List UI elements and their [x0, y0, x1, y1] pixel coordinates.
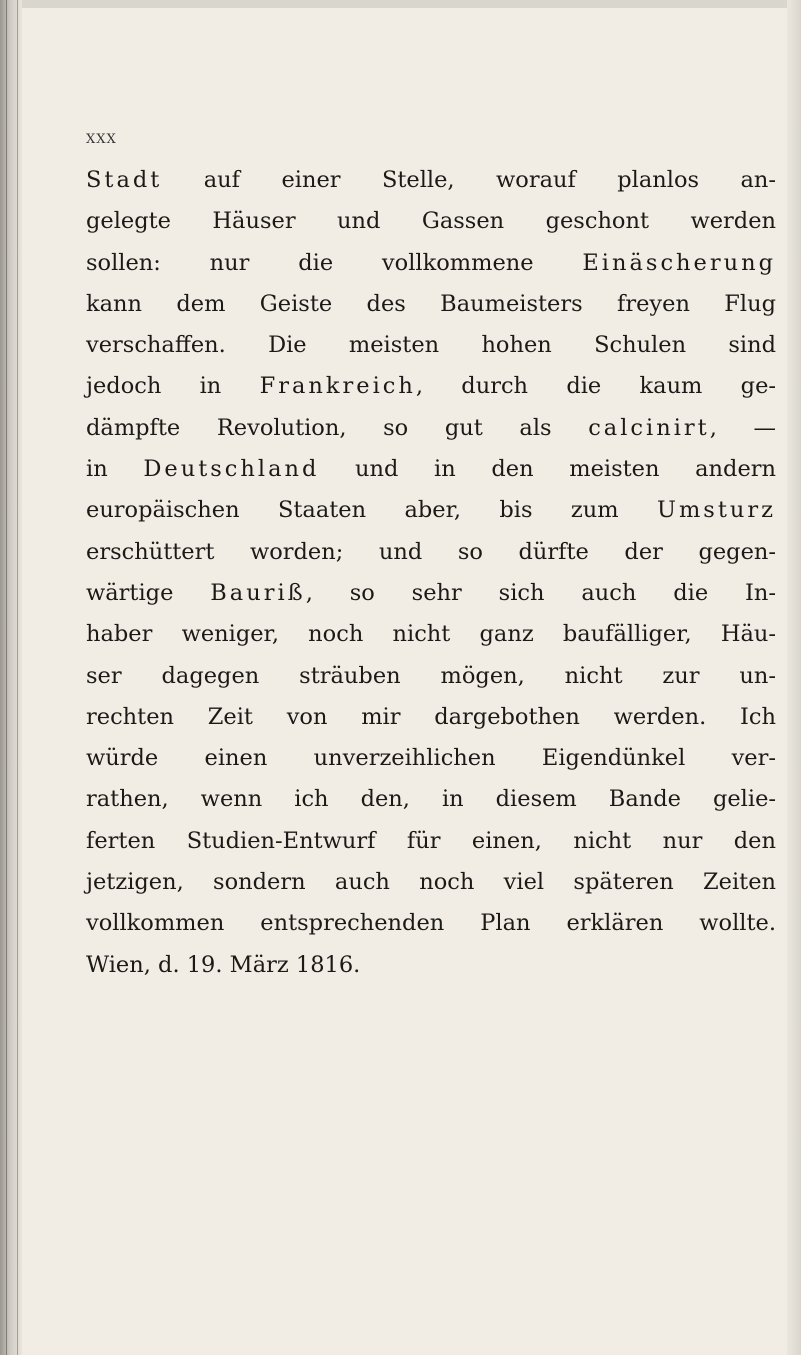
- emphasized-text: Stadt: [86, 167, 163, 193]
- text-line: [86, 490, 776, 531]
- text-segment: jetzigen, sondern auch noch viel späteren Zeiten: [86, 869, 776, 896]
- page-right-edge: [787, 0, 801, 1355]
- text-line: [86, 449, 776, 490]
- emphasized-text: Bauriß: [210, 579, 306, 606]
- binding-threads: [6, 0, 18, 1355]
- text-line: [86, 779, 776, 820]
- text-line: [86, 366, 776, 407]
- text-line: [86, 903, 776, 944]
- emphasized-text: Umsturz: [657, 497, 776, 524]
- text-segment: verschaffen. Die meisten hohen Schulen sind: [86, 332, 776, 359]
- text-segment: auf einer Stelle, worauf planlos an-: [162, 167, 776, 193]
- emphasized-text: Frankreich: [259, 373, 416, 400]
- text-segment: europäischen Staaten aber, bis zum: [86, 497, 657, 524]
- book-binding: [0, 0, 22, 1355]
- text-segment: sollen: nur die vollkommene: [86, 249, 583, 276]
- text-line: [86, 821, 776, 862]
- text-line: [86, 945, 776, 986]
- text-segment: rathen, wenn ich den, in diesem Bande gelie-: [86, 786, 776, 813]
- text-line: [86, 656, 776, 697]
- text-line: [86, 614, 776, 655]
- text-line: [86, 243, 776, 284]
- text-line: [86, 697, 776, 738]
- text-line: [86, 325, 776, 366]
- text-segment: rechten Zeit von mir dargebothen werden. Ich: [86, 703, 776, 730]
- text-segment: gelegte Häuser und Gassen geschont werden: [86, 208, 776, 235]
- text-line: [86, 862, 776, 903]
- text-segment: wärtige: [86, 579, 211, 606]
- text-segment: , so sehr sich auch die In-: [305, 579, 776, 606]
- text-line: [86, 738, 776, 779]
- body-text: [86, 160, 776, 986]
- text-segment: dämpfte Revolution, so gut als: [86, 414, 589, 441]
- emphasized-text: calcinirt: [588, 414, 710, 441]
- text-line: [86, 532, 776, 573]
- text-segment: vollkommen entsprechenden Plan erklären wollte.: [86, 910, 776, 937]
- emphasized-text: Einäscherung: [582, 249, 776, 276]
- text-segment: jedoch in: [86, 373, 260, 400]
- text-line: [86, 160, 776, 201]
- text-line: [86, 201, 776, 242]
- text-segment: ferten Studien-Entwurf für einen, nicht nur den: [86, 827, 776, 854]
- text-segment: kann dem Geiste des Baumeisters freyen Flug: [86, 290, 776, 317]
- text-segment: in: [86, 456, 144, 483]
- text-segment: erschüttert worden; und so dürfte der gegen-: [86, 538, 776, 565]
- text-line: [86, 284, 776, 325]
- emphasized-text: Deutschland: [143, 456, 320, 483]
- text-segment: , —: [709, 414, 776, 441]
- text-segment: , durch die kaum ge-: [415, 373, 776, 400]
- text-segment: würde einen unverzeihlichen Eigendünkel ver-: [86, 745, 776, 772]
- text-segment: Wien, d. 19. März 1816.: [86, 951, 361, 978]
- page-signature-mark: XXX: [86, 132, 117, 147]
- text-line: [86, 573, 776, 614]
- text-line: [86, 408, 776, 449]
- text-segment: haber weniger, noch nicht ganz baufälliger, Häu-: [86, 621, 776, 648]
- page-top-edge: [0, 0, 801, 8]
- text-segment: ser dagegen sträuben mögen, nicht zur un-: [86, 662, 776, 689]
- text-segment: und in den meisten andern: [319, 456, 777, 483]
